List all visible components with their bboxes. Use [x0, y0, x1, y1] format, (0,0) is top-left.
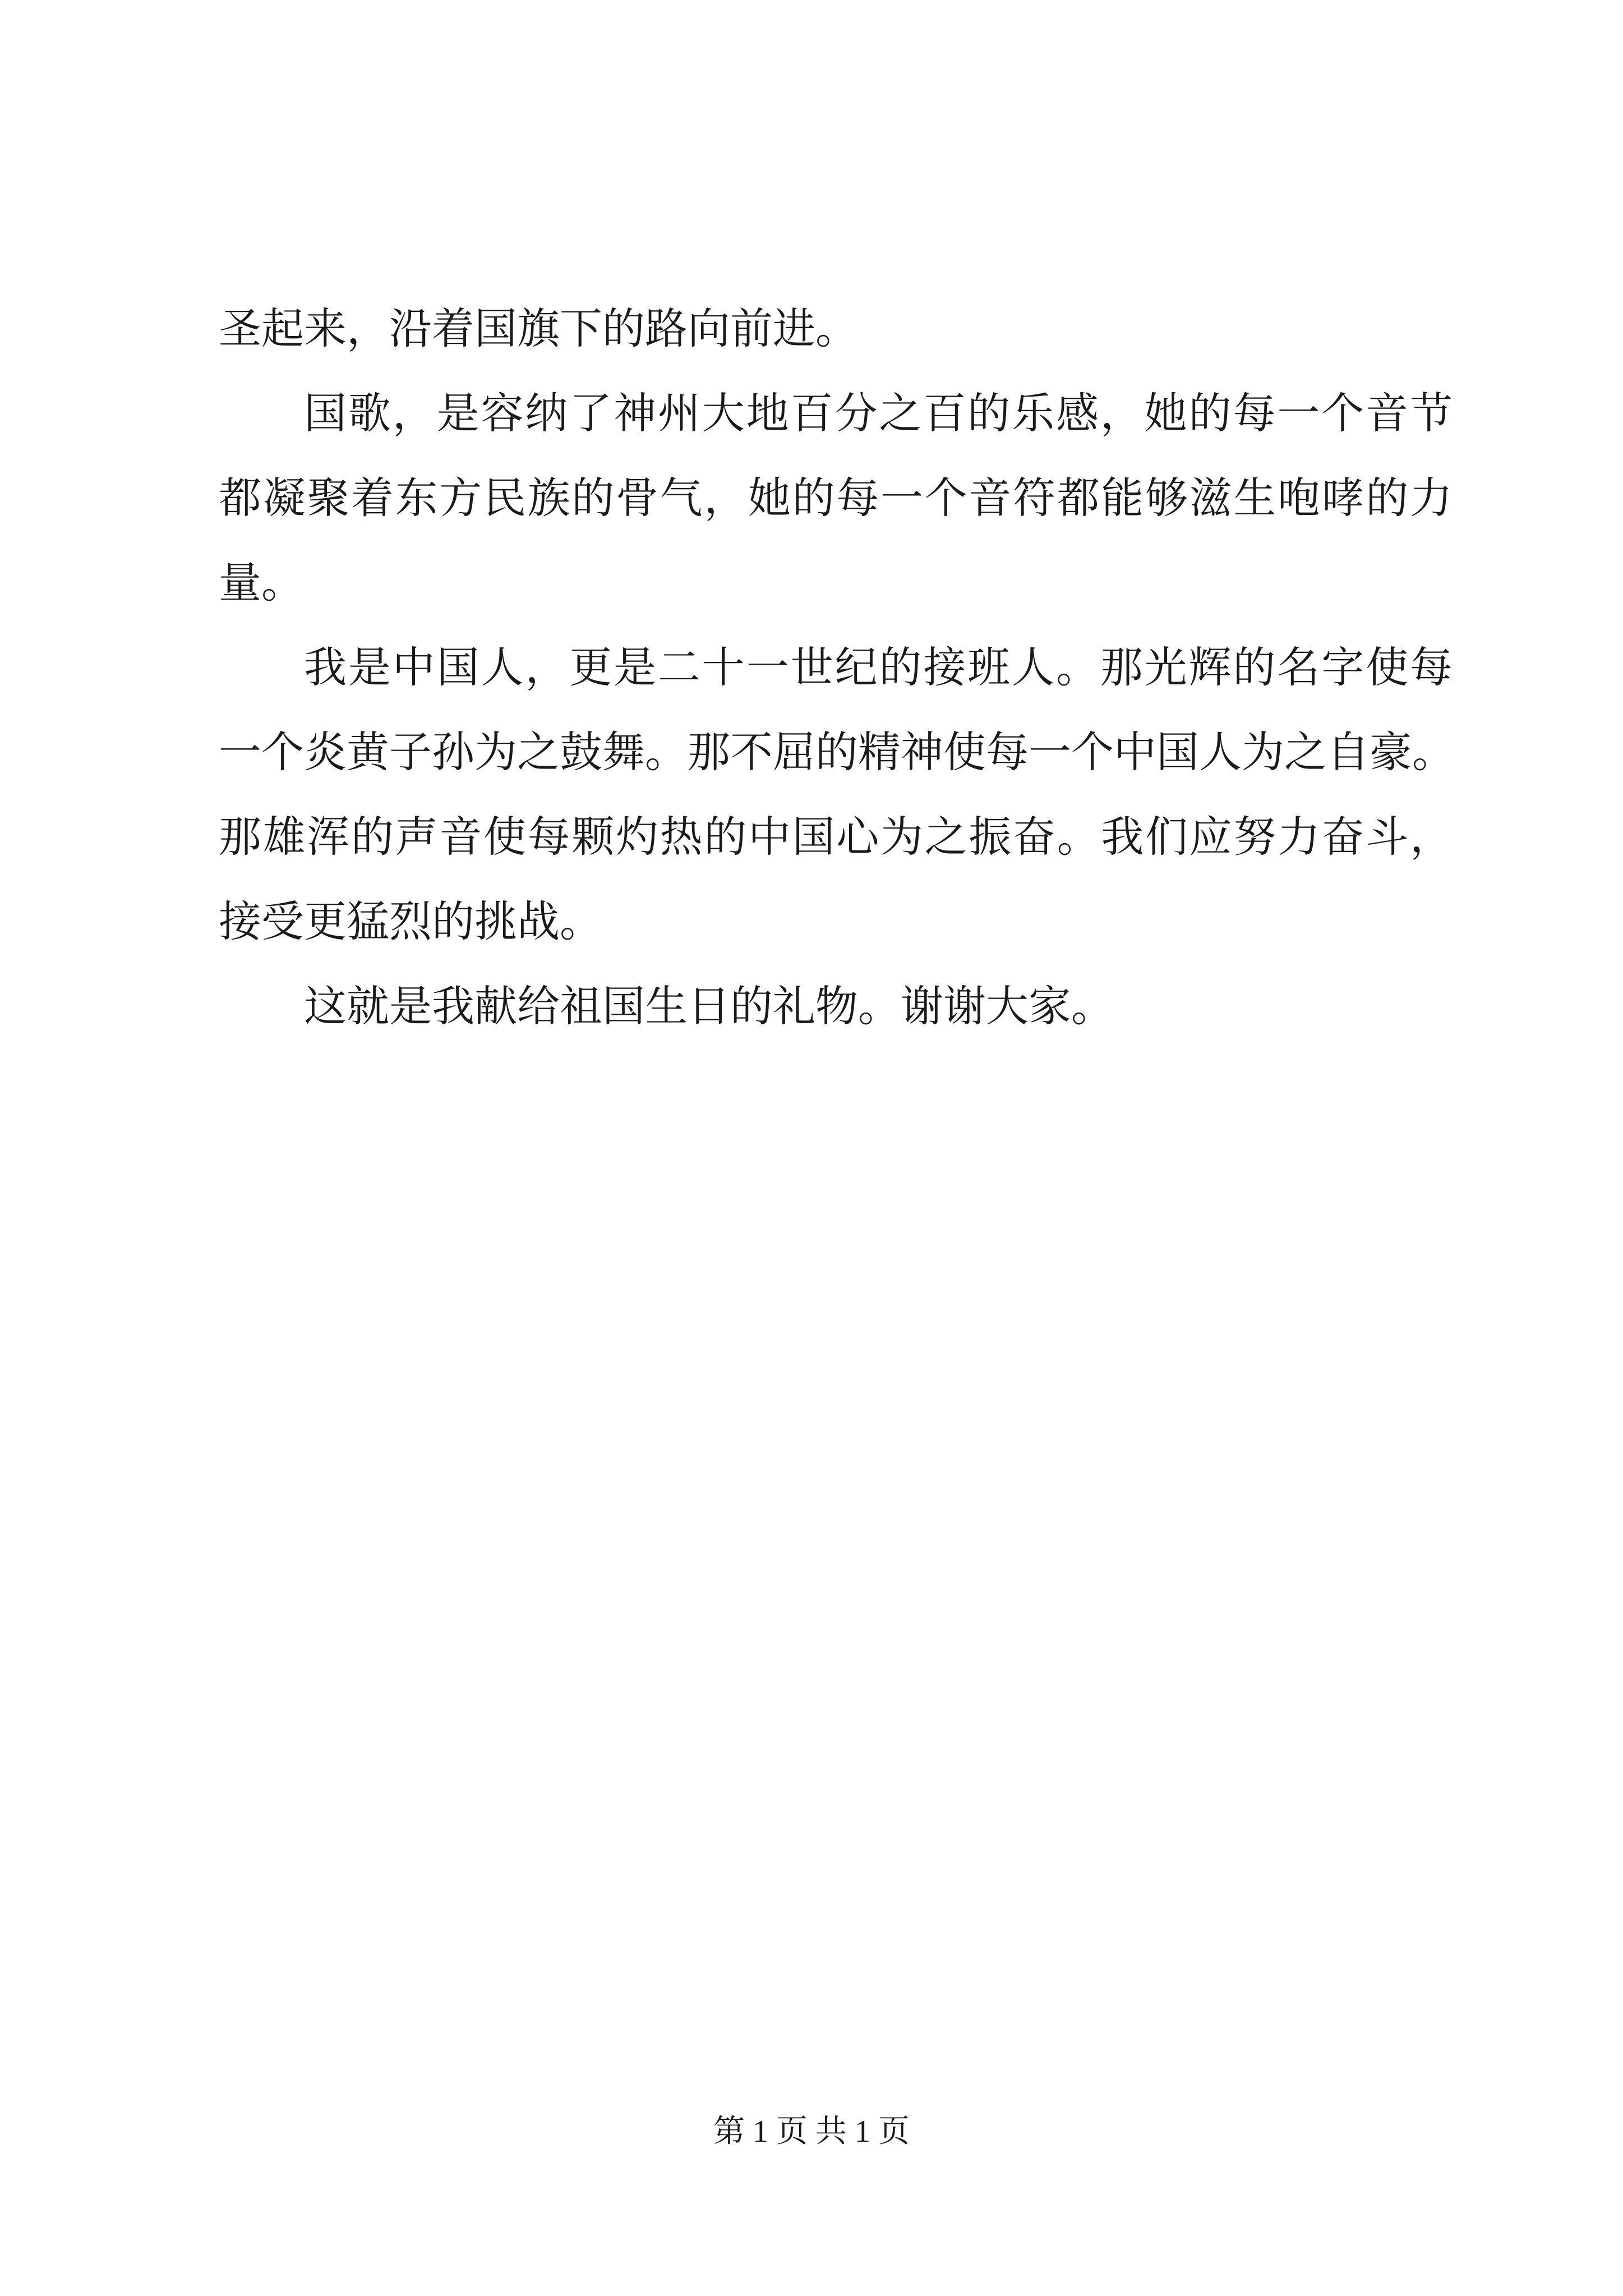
text-line: 一个炎黄子孙为之鼓舞。那不屈的精神使每一个中国人为之自豪。	[219, 727, 1455, 777]
text-line: 我是中国人，更是二十一世纪的接班人。那光辉的名字使每	[304, 642, 1453, 692]
text-line: 圣起来，沿着国旗下的路向前进。	[219, 303, 858, 353]
page-number-footer: 第 1 页 共 1 页	[713, 2114, 910, 2149]
text-line: 那雄浑的声音使每颗灼热的中国心为之振奋。我们应努力奋斗，	[219, 812, 1453, 862]
text-line: 这就是我献给祖国生日的礼物。谢谢大家。	[304, 981, 1114, 1031]
text-line: 国歌，是容纳了神州大地百分之百的乐感，她的每一个音节	[304, 388, 1453, 438]
text-line: 接受更猛烈的挑战。	[219, 896, 602, 946]
body-text	[219, 286, 1453, 1048]
text-line: 都凝聚着东方民族的骨气，她的每一个音符都能够滋生咆哮的力	[219, 473, 1453, 523]
text-line: 量。	[219, 558, 304, 608]
